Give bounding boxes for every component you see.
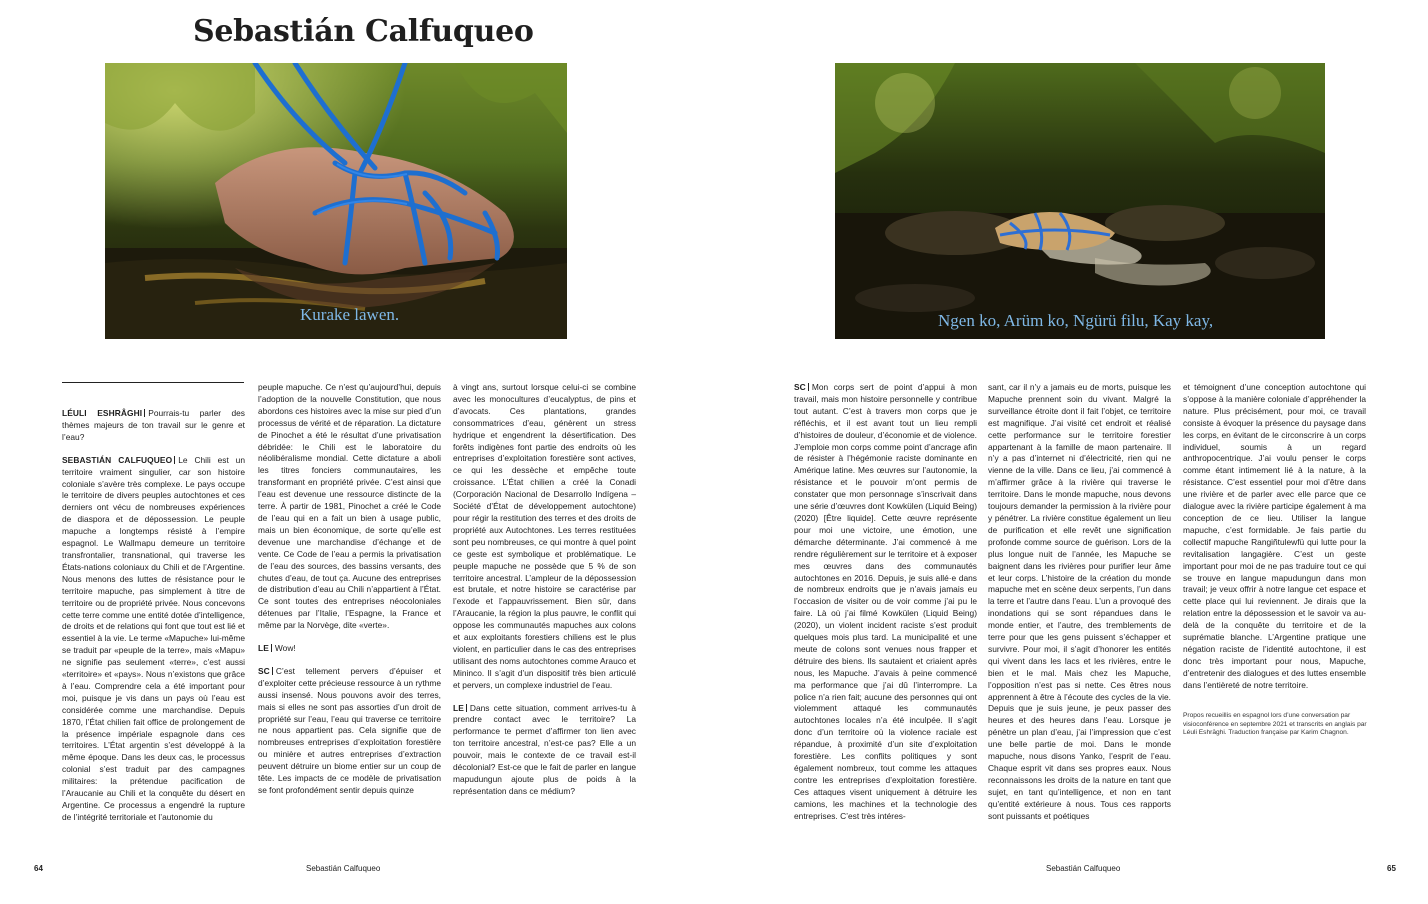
- text-column-5: [988, 382, 1171, 834]
- article-title: Sebastián Calfuqueo: [193, 14, 534, 49]
- speaker-label: SC: [258, 665, 270, 676]
- question-2: [258, 643, 441, 655]
- answer-text: C’est tellement pervers d’épuiser et d’exploiter cette précieuse ressource à un rythme aussi insensé. Nous pouvons avoir des terres, mais si elles ne sont pas assorties d’un droit de propriété sur l’eau, l’eau qui traverse ce territoire ne nous appartient pas. Cela signifie que de nombreuses entreprises d’exploitation forestière ou minière et autres entreprises d’extraction peuvent détruire un biome entier sur un coup de tête. Les impacts de ce modèle de privatisation se font profondément sentir depuis quinze: [258, 665, 441, 795]
- speaker-label: LE: [453, 702, 464, 713]
- question-text: Pourrais-tu parler des thèmes majeurs de ton travail sur le genre et l’eau?: [62, 408, 245, 442]
- text-column-4: [794, 382, 977, 834]
- answer-1: [62, 455, 245, 824]
- right-page-number: 65: [1387, 864, 1396, 873]
- right-photo: [835, 63, 1325, 339]
- answer-2: [258, 666, 441, 797]
- question-text: Wow!: [274, 643, 296, 654]
- speaker-label: LÉULI ESHRÂGHI: [62, 408, 143, 418]
- left-page-number: 64: [34, 864, 43, 873]
- answer-3-end: et témoignent d’une conception autochtone qui s’oppose à la manière coloniale d’appréhender la nature. Plus précisément, pour moi, ce travail consiste à évoquer la présence du paysage dans les corps, en évitant de le circonscrire à un corps individuel, soumis à un regard anthropocentrique. J’ai voulu penser le corps comme étant intimement lié à la nature, à la résistance. C’est essentiel pour moi d’être dans une rivière et de parler avec elle parce que ce dialogue avec la rivière participe également à ma conception de ce lieu. Utiliser la langue mapuche, c’est formidable. Je fais partie du collectif mapuche Rangiñtulewfü qui lutte pour la revitalisation langagière. C’est un geste important pour moi de ne pas traduire tout ce qui se trouve en langue mapudungun dans mon travail; je veux offrir à notre langue cet espace et cette place qui lui reviennent. Je dirais que la relation entre la dépossession et le savoir va au-delà de la conquête du territoire et de la suprématie blanche. L’Argentine pratique une négation raciste de l’identité autochtone, il est donc très important pour nous, Mapuche, d’entretenir des dialogues et des luttes ensemble dans l’entièreté de notre territoire.: [1183, 382, 1366, 690]
- right-photo-illustration: [835, 63, 1325, 339]
- interview-credit: Propos recueillis en espagnol lors d’une conversation par visioconférence en septembre 2021 et transcrits en anglais par Léuli Eshrāghi. Traduction française par Karim Chagnon.: [1183, 712, 1367, 737]
- question-1: [62, 408, 245, 444]
- answer-3: [794, 382, 977, 823]
- text-column-3: [453, 382, 636, 809]
- answer-3-continued: sant, car il n’y a jamais eu de morts, puisque les Mapuche prennent soin du vivant. Malgré la surveillance étroite dont il fait l’objet, ce territoire est magnifique. J’ai visité cet endroit et réalisé cette performance sur le territoire forestier appartenant à la famille de maon partenaire. Il n’y a pas d’internet ni d’électricité, rien qui ne vienne de la ville. Dans ce lieu, j’ai commencé à m’affirmer grâce à la rivière qui traverse le territoire. Dans le monde mapuche, nous devons toujours demander la permission à la rivière pour y pénétrer. La rivière constitue également un lieu de purification et elle revêt une signification profonde comme source de guérison. Lors de la plus longue nuit de l’année, les Mapuche se baignent dans les rivières pour purifier leur âme et leur corps. L’histoire de la création du monde mapuche met en scène deux serpents, l’un dans la terre et l’autre dans l’eau. L’un a provoqué des inondations qui se sont répandues dans le monde entier, et l’autre, des tremblements de terre pour que les gens puissent s’échapper et survivre. Pour moi, il s’agit d’honorer les entités qui vivent dans les lacs et les rivières, entre le bien et le mal. Mais chez les Mapuche, l’opposition n’est pas si nette. Ces êtres nous apprennent à être à l’écoute des cycles de la vie. Depuis que je suis jeune, je peux passer des heures et des heures dans l’eau. Lorsque je pénètre un plan d’eau, j’ai l’impression que c’est une belle partie de moi. Dans le monde mapuche, nous disons Yanko, l’esprit de l’eau. Chaque esprit vit dans ses propres eaux. Nous reconnaissons les droits de la nature en tant que sujet, en tant qu’intelligence, et non en tant qu’entité extérieure à nous. Tous ces rapports sont puissants et poétiques: [988, 382, 1171, 821]
- left-photo-caption: Kurake lawen.: [300, 305, 400, 324]
- answer-2-continued: à vingt ans, surtout lorsque celui-ci se combine avec les monocultures d’eucalyptus, de pins et d’avocats. Ces plantations, grandes consommatrices d’eau, génèrent un stress hydrique et engendrent la désertification. Des forêts indigènes font partie des endroits où les entreprises d’exploitation forestière sont actives, ce qui les dessèche et empêche toute croissance. L’État chilien a créé la Conadi (Corporación Nacional de Desarrollo Indígena – Société d’État de développement autochtone) pour régir la restitution des terres et des droits de propriété aux Autochtones. Les terres restituées sont peu nombreuses, ce qui montre à quel point ce geste est symbolique et problématique. Le peuple mapuche ne possède que 5 % de son territoire ancestral. L’ampleur de la dépossession est brutale, et notre histoire se caractérise par l’exode et l’appauvrissement. Bien sûr, dans l’Araucanie, la région la plus pauvre, le conflit qui oppose les communautés mapuches aux colons et aux exploitants forestiers chiliens est le plus violent, en particulier dans le cas des entreprises utilisant des noms autochtones comme Arauco et Mininco. Il s’agit d’un dispositif très bien articulé et pervers, un complexe industriel de l’eau.: [453, 382, 636, 690]
- speaker-label: SEBASTIÁN CALFUQUEO: [62, 454, 173, 465]
- text-column-2: [258, 382, 441, 808]
- column-top-rule: [62, 382, 244, 383]
- right-running-head: Sebastián Calfuqueo: [1046, 864, 1121, 873]
- answer-1-continued: peuple mapuche. Ce n’est qu’aujourd’hui, depuis l’adoption de la nouvelle Constitution, que nous abordons ces histoires avec la mise sur pied d’un processus de vérité et de réparation. La dictature de Pinochet a été le résultat d’une privatisation débridée: le Chili est le laboratoire du néolibéralisme mondial. Cette dictature a aboli les titres fonciers communautaires, les transformant en propriété privée. C’est ainsi que l’eau est devenue une ressource distincte de la terre. À partir de 1981, Pinochet a créé le Code de l’eau qui en a fait un bien à usage public, mais un bien économique, de sorte qu’elle est devenue une marchandise d’échange et de vente. Ce Code de l’eau a permis la privatisation de l’eau des sources, des bassins versants, des chutes d’eau, de tout ça. Aucune des entreprises de distribution d’eau au Chili n’appartient à l’État. Ce sont toutes des entreprises néocoloniales détenues par l’Italie, l’Espagne, la France et même par la Norvège, dite «verte».: [258, 382, 441, 631]
- left-photo-illustration: [105, 63, 567, 339]
- question-text: Dans cette situation, comment arrives-tu à prendre contact avec le territoire? La performance te permet d’affirmer ton lien avec ton territoire ancestral, n’est-ce pas? Elle a un pouvoir, mais le contexte de ce travail est-il décolonial? Est-ce que le fait de parler en langue mapudungun ajoute plus de poids à la représentation dans ce médium?: [453, 702, 636, 796]
- left-photo: [105, 63, 567, 339]
- speaker-label: LE: [258, 643, 269, 654]
- text-column-6: [1183, 382, 1366, 703]
- right-photo-caption: Ngen ko, Arüm ko, Ngürü filu, Kay kay,: [938, 311, 1214, 330]
- left-running-head: Sebastián Calfuqueo: [306, 864, 381, 873]
- question-3: [453, 703, 636, 798]
- answer-text: Le Chili est un territoire vraiment singulier, car son histoire coloniale s’avère très complexe. Le pays occupe le territoire de divers peuples autochtones et ces derniers ont vécu de nombreuses expériences de diaspora et de dépossession. Le peuple mapuche a longtemps résisté à l’empire espagnol. Le Wallmapu demeure un territoire transfrontalier, transnational, qui traverse les États-nations coloniaux du Chili et de l’Argentine. Nous menons des luttes de résistance pour le territoire mapuche, pas simplement à titre de territoire ou de propriété privée. Nous concevons cette terre comme une entité dotée d’intelligence, de droits et de relations qui font que tout est lié et essentiel à la vie. Le terme «Mapuche» lui-même se traduit par «peuple de la terre», mais «Mapu» ne signifie pas seulement «terre», c’est aussi «territoire» et «pays». Nous n’existons que grâce à l’eau. Comprendre cela a été important pour moi, puisque je vis dans un pays où l’eau est considérée comme une marchandise. Depuis 1870, l’État chilien fait office de prolongement de la présence impériale espagnole dans ces territoires. L’État argentin s’est développé à la même époque. Dans les deux cas, le processus colonial s’est traduit par des campagnes militaires: la prétendue pacification de l’Araucanie au Chili et la conquête du désert en Argentine. Ce processus a engendré la rupture de l’intégrité territoriale et l’autonomie du: [62, 454, 245, 822]
- answer-text: Mon corps sert de point d’appui à mon travail, mais mon histoire personnelle y contribue tout autant. C’est à travers mon corps que je réfléchis, et il est avant tout un lieu rempli d’histoires de douleur, d’économie et de violence. J’emploie mon corps comme point d’ancrage afin de résister à l’hégémonie raciste dominante en Amérique latine. Mes œuvres sur l’autonomie, la résistance et le pouvoir m’ont permis de constater que mon personnage s’inscrivait dans une série d’œuvres dont Kowkülen (Liquid Being) (2020) [Être liquide]. Cette œuvre représente pour moi une victoire, une émotion, une démarche déterminante. J’ai commencé à me rendre régulièrement sur le territoire et à exposer mes œuvres dans des communautés autochtones en 2016. Depuis, je suis allé·e dans de nombreux endroits que je n’avais jamais eu l’occasion de visiter ou de voir comme j’ai pu le faire. Là où j’ai filmé Kowkülen (Liquid Being) (2020), un violent incident raciste s’est produit quelques mois plus tard. La municipalité et une meute de colons sont venues nous frapper et détruire des biens. Ils sautaient et criaient après nous, les Mapuche. J’avais à peine commencé ma performance que j’ai dû l’interrompre. La police n’a rien fait; aucune des personnes qui ont violemment attaqué les communautés autochtones locales n’a été inculpée. Il s’agit donc d’un territoire où la violence raciale est répandue, à proximité d’un site d’exploitation forestière. Les conflits politiques y sont également nombreux, tout comme les attaques contre les entreprises d’exploitation forestière. Ces attaques visent uniquement à détruire les camions, les machines et la technologie des entreprises. C’est très intéres-: [794, 382, 977, 821]
- speaker-label: SC: [794, 382, 806, 392]
- text-column-1: [62, 408, 245, 835]
